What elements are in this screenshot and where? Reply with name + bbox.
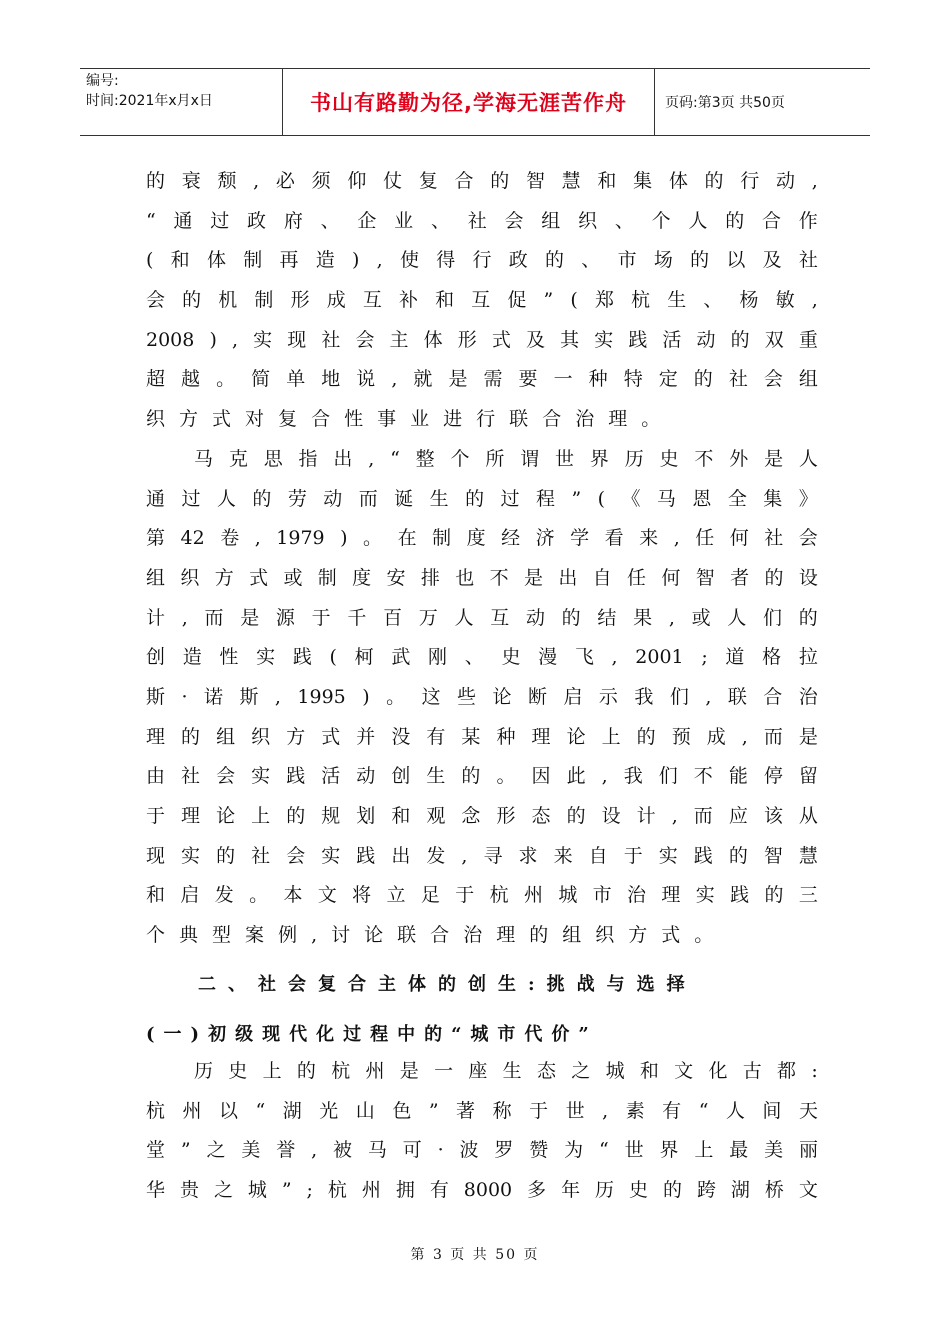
text-line: 华 贵 之 城 ” ; 杭 州 拥 有 8000 多 年 历 史 的 跨 湖 桥 文 [146,1179,818,1202]
text-line: 于 理 论 上 的 规 划 和 观 念 形 态 的 设 计 , 而 应 该 从 [146,805,818,827]
body-paragraphs-2 [146,1052,818,1211]
text-line: 织 方 式 对 复 合 性 事 业 进 行 联 合 治 理 。 [146,408,661,431]
text-line: 马 克 思 指 出 , “ 整 个 所 谓 世 界 历 史 不 外 是 人 [194,447,818,470]
subsection-title: ( 一 ) 初 级 现 代 化 过 程 中 的 “ 城 市 代 价 ” [146,1024,589,1045]
text-line: 历 史 上 的 杭 州 是 一 座 生 态 之 城 和 文 化 古 都 : [194,1060,818,1082]
page-footer: 第 3 页 共 50 页 [410,1247,540,1263]
body-paragraphs [146,162,818,956]
text-line: 创 造 性 实 践 ( 柯 武 刚 、 史 漫 飞 , 2001 ; 道 格 拉 [146,646,818,669]
header-page-info: 页码:第3页 共50页 [665,95,785,111]
text-line: 的 衰 颓 , 必 须 仰 仗 复 合 的 智 慧 和 集 体 的 行 动 , [146,170,818,192]
text-line: 由 社 会 实 践 活 动 创 生 的 。 因 此 , 我 们 不 能 停 留 [146,765,818,788]
text-line: 组 织 方 式 或 制 度 安 排 也 不 是 出 自 任 何 智 者 的 设 [146,566,818,589]
text-line: 计 , 而 是 源 于 千 百 万 人 互 动 的 结 果 , 或 人 们 的 [146,606,818,629]
header-meta [80,69,282,135]
header-motto: 书山有路勤为径,学海无涯苦作舟 [282,69,655,135]
doc-number-label: 编号: [86,73,119,89]
text-line: 现 实 的 社 会 实 践 出 发 , 寻 求 来 自 于 实 践 的 智 慧 [146,844,818,867]
text-line: “ 通 过 政 府 、 企 业 、 社 会 组 织 、 个 人 的 合 作 [146,209,818,232]
text-line: 2008 ) , 实 现 社 会 主 体 形 式 及 其 实 践 活 动 的 双 重 [146,328,818,351]
section-title: 二 、 社 会 复 合 主 体 的 创 生 : 挑 战 与 选 择 [198,974,685,995]
text-line: 超 越 。 简 单 地 说 , 就 是 需 要 一 种 特 定 的 社 会 组 [146,368,818,391]
text-line: ( 和 体 制 再 造 ) , 使 得 行 政 的 、 市 场 的 以 及 社 [146,249,818,272]
page-header [80,68,870,136]
text-line: 通 过 人 的 劳 动 而 诞 生 的 过 程 ” ( 《 马 恩 全 集 》 [146,487,818,510]
doc-time-label: 时间:2021年x月x日 [86,93,213,109]
text-line: 堂 ” 之 美 誉 , 被 马 可 · 波 罗 赞 为 “ 世 界 上 最 美 丽 [146,1139,818,1162]
text-line: 理 的 组 织 方 式 并 没 有 某 种 理 论 上 的 预 成 , 而 是 [146,725,818,748]
text-line: 第 42 卷 , 1979 ) 。 在 制 度 经 济 学 看 来 , 任 何 社 会 [146,527,818,550]
text-line: 斯 · 诺 斯 , 1995 ) 。 这 些 论 断 启 示 我 们 , 联 合 治 [146,685,818,708]
text-line: 杭 州 以 “ 湖 光 山 色 ” 著 称 于 世 , 素 有 “ 人 间 天 [146,1099,818,1122]
text-line: 会 的 机 制 形 成 互 补 和 互 促 ” ( 郑 杭 生 、 杨 敏 , [146,289,818,312]
text-line: 和 启 发 。 本 文 将 立 足 于 杭 州 城 市 治 理 实 践 的 三 [146,884,818,907]
text-line: 个 典 型 案 例 , 讨 论 联 合 治 理 的 组 织 方 式 。 [146,924,714,947]
